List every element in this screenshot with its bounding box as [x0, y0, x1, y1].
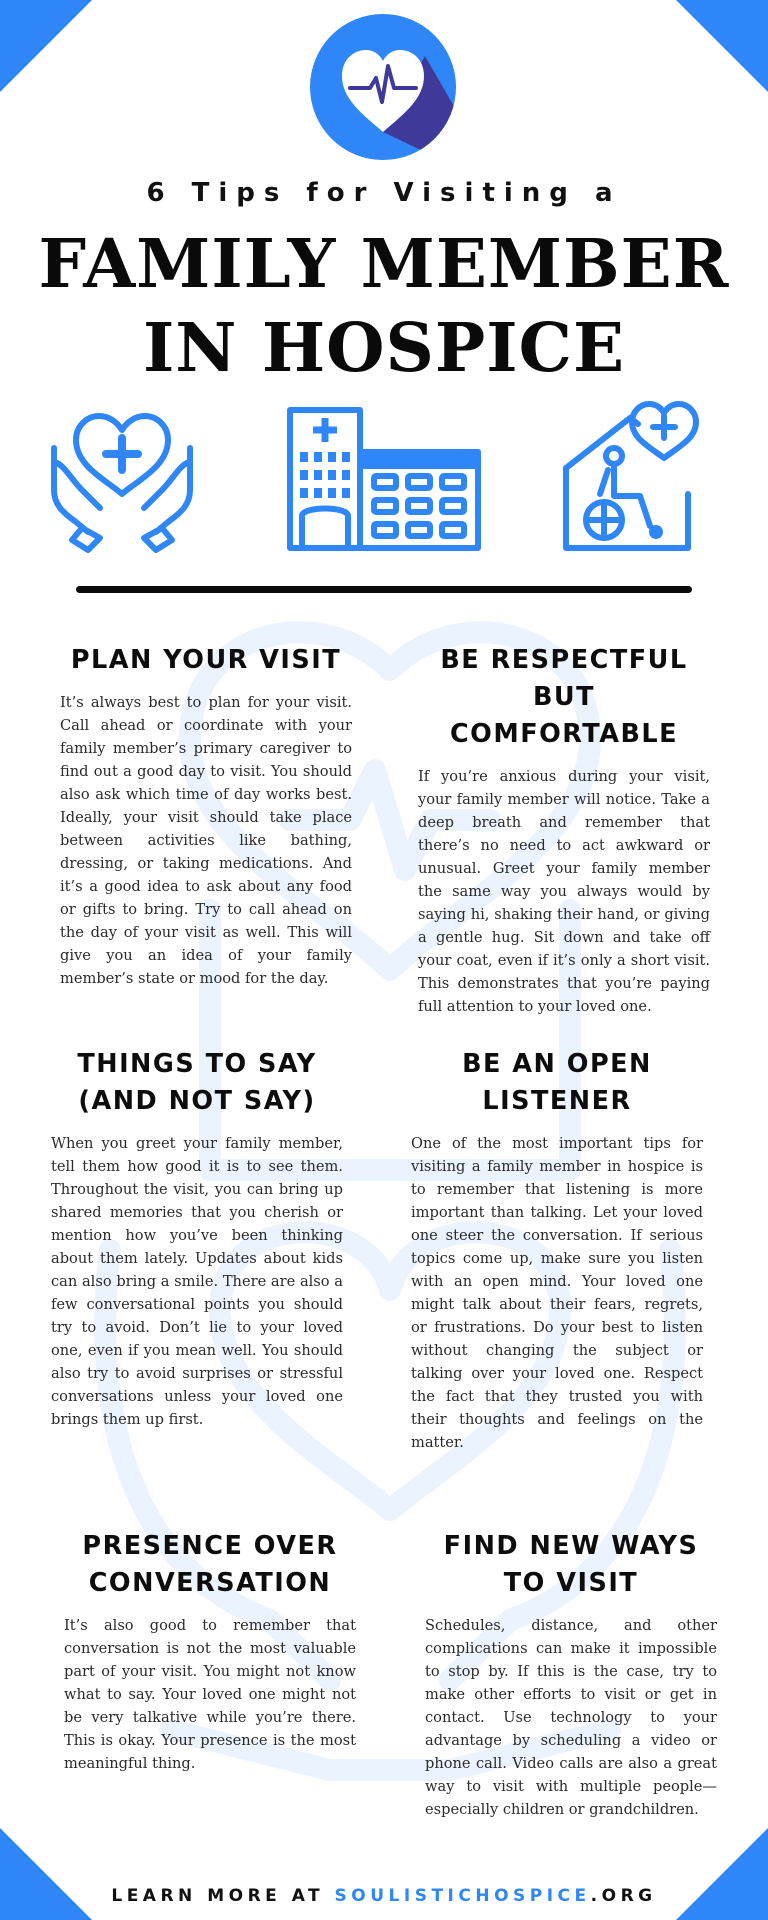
tip-open-listener — [411, 1046, 703, 1454]
title-line-2: IN HOSPICE — [142, 308, 626, 387]
tip-body: Schedules, distance, and other complications can make it impossible to stop by. If this is the case, try to make other efforts to visit or get in contact. Use technology to your advantage by scheduling a video or phone call. Video calls are also a great way to visit with multiple people—especially children or grandchildren. — [425, 1617, 717, 1818]
tip-body: If you’re anxious during your visit, your family member will notice. Take a deep breath and remember that there’s no need to act awkward or unusual. Greet your family member the same way you always would by saying hi, shaking their hand, or giving a gentle hug. Sit down and take off your coat, even if it’s only a short visit. This demonstrates that you’re paying full attention to your loved one. — [418, 768, 710, 1015]
page-subtitle: 6 Tips for Visiting a — [146, 178, 622, 208]
footer-suffix: .ORG — [590, 1886, 657, 1906]
tip-title: BE AN OPEN LISTENER — [462, 1049, 652, 1116]
footer-prefix: LEARN MORE AT — [111, 1886, 335, 1906]
tip-things-to-say — [51, 1046, 343, 1431]
tip-presence-over-conversation — [64, 1528, 356, 1775]
tip-title: PRESENCE OVER CONVERSATION — [82, 1531, 338, 1598]
hands-heart-icon — [42, 408, 202, 553]
tip-body: One of the most important tips for visiting a family member in hospice is to remember that listening is more important than talking. Let your loved one steer the conversation. If serious topics come up, make sure you listen with an open mind. Your loved one might talk about their fears, regrets, or frustrations. Do your best to listen without changing the subject or talking over your loved one. Respect the fact that they trusted you with their thoughts and feelings on the matter. — [411, 1135, 703, 1451]
tip-body: It’s also good to remember that conversation is not the most valuable part of your visit. You might not know what to say. Your loved one might not be very talkative while you’re there. This is okay. Your presence is the most meaningful thing. — [64, 1617, 356, 1772]
title-line-1: FAMILY MEMBER — [38, 224, 730, 303]
tip-title: PLAN YOUR VISIT — [70, 645, 342, 675]
page-title — [0, 222, 768, 390]
footer-site-link[interactable]: SOULISTICHOSPICE — [334, 1886, 591, 1906]
corner-accent-bottom-left — [0, 1828, 92, 1920]
tip-body: It’s always best to plan for your visit. Call ahead or coordinate with your family member’s primary caregiver to find out a good day to visit. You should also ask which time of day works best. Ideally, your visit should take place between activities like bathing, dressing, or taking medications. And it’s a good idea to ask about any food or gifts to bring. Try to call ahead on the day of your visit as well. This will give you an idea of your family member’s state or mood for the day. — [60, 694, 352, 987]
tip-title: BE RESPECTFUL BUT COMFORTABLE — [440, 645, 688, 749]
tip-plan-your-visit — [60, 642, 352, 990]
hospital-building-icon — [284, 404, 484, 554]
heartbeat-logo-icon — [310, 14, 456, 160]
home-care-wheelchair-icon — [560, 398, 710, 553]
tip-body: When you greet your family member, tell them how good it is to see them. Throughout the visit, you can bring up shared memories that you cherish or mention how you’ve been thinking about them lately. Updates about kids can also bring a smile. There are also a few conversational points you should try to avoid. Don’t lie to your loved one, even if you mean well. You should also try to avoid surprises or stressful conversations unless your loved one brings them up first. — [51, 1135, 343, 1428]
tip-title: FIND NEW WAYS TO VISIT — [443, 1531, 699, 1598]
corner-accent-top-right — [676, 0, 768, 92]
corner-accent-top-left — [0, 0, 92, 92]
section-divider — [76, 586, 692, 593]
tip-be-respectful — [418, 642, 710, 1018]
footer-learn-more — [0, 1886, 768, 1906]
tip-title: THINGS TO SAY (AND NOT SAY) — [77, 1049, 317, 1116]
tip-find-new-ways — [425, 1528, 717, 1821]
corner-accent-bottom-right — [676, 1828, 768, 1920]
